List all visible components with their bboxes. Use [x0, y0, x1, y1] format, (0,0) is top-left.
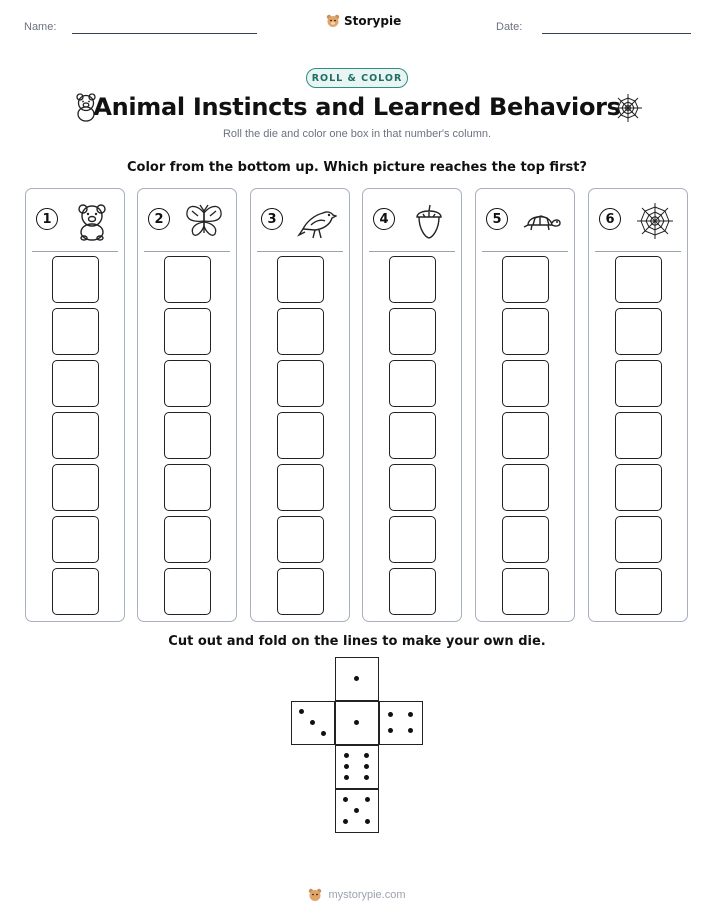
color-column-4 [362, 188, 462, 622]
color-box[interactable] [52, 360, 99, 407]
color-box[interactable] [52, 516, 99, 563]
color-box[interactable] [502, 412, 549, 459]
bear-logo-icon [308, 888, 322, 902]
color-box[interactable] [502, 308, 549, 355]
die-pip [364, 764, 369, 769]
color-box[interactable] [52, 308, 99, 355]
acorn-icon [409, 201, 449, 241]
color-box[interactable] [164, 256, 211, 303]
bear-icon [72, 201, 112, 241]
color-column-5 [475, 188, 575, 622]
die-pip [365, 797, 370, 802]
die-pip [354, 720, 359, 725]
name-line[interactable] [72, 33, 257, 34]
die-pip [388, 712, 393, 717]
column-header [251, 189, 349, 251]
color-box[interactable] [615, 464, 662, 511]
page-subtitle: Roll the die and color one box in that number's column. [222, 128, 492, 140]
color-box[interactable] [52, 256, 99, 303]
color-box[interactable] [277, 412, 324, 459]
die-pip [364, 775, 369, 780]
footer-url[interactable]: mystorypie.com [328, 889, 406, 901]
color-box[interactable] [389, 516, 436, 563]
die-face-3 [291, 701, 335, 745]
spiderweb-icon [635, 201, 675, 241]
color-box[interactable] [389, 568, 436, 615]
column-number: 3 [261, 208, 283, 230]
color-box[interactable] [164, 412, 211, 459]
date-label: Date: [496, 21, 523, 33]
color-box[interactable] [52, 568, 99, 615]
column-number: 5 [486, 208, 508, 230]
color-box[interactable] [277, 516, 324, 563]
brand-logo [326, 14, 401, 28]
color-box[interactable] [502, 464, 549, 511]
color-column-2 [137, 188, 237, 622]
column-divider [257, 251, 343, 252]
color-column-3 [250, 188, 350, 622]
column-number: 6 [599, 208, 621, 230]
color-box[interactable] [277, 308, 324, 355]
die-pip [344, 753, 349, 758]
color-box[interactable] [389, 256, 436, 303]
die-pip [408, 728, 413, 733]
color-box[interactable] [389, 308, 436, 355]
column-divider [144, 251, 230, 252]
column-divider [482, 251, 568, 252]
butterfly-icon [184, 201, 224, 241]
page-title: Animal Instincts and Learned Behaviors [93, 93, 621, 121]
color-box[interactable] [615, 256, 662, 303]
instruction-bottom: Cut out and fold on the lines to make your own die. [168, 634, 546, 649]
die-pip [310, 720, 315, 725]
column-number: 4 [373, 208, 395, 230]
color-box[interactable] [52, 464, 99, 511]
column-number: 2 [148, 208, 170, 230]
footer [0, 888, 714, 902]
column-divider [369, 251, 455, 252]
column-divider [595, 251, 681, 252]
die-pip [344, 775, 349, 780]
die-pip [299, 709, 304, 714]
color-box[interactable] [164, 360, 211, 407]
die-pip [388, 728, 393, 733]
instruction-top: Color from the bottom up. Which picture reaches the top first? [127, 160, 587, 175]
color-box[interactable] [615, 516, 662, 563]
color-box[interactable] [615, 308, 662, 355]
color-box[interactable] [277, 568, 324, 615]
die-face-4 [379, 701, 423, 745]
die-pip [354, 676, 359, 681]
die-face-1 [335, 701, 379, 745]
die-pip [321, 731, 326, 736]
color-box[interactable] [277, 256, 324, 303]
die-pip [343, 797, 348, 802]
die-pip [354, 808, 359, 813]
die-pip [365, 819, 370, 824]
column-header [476, 189, 574, 251]
column-divider [32, 251, 118, 252]
column-header [589, 189, 687, 251]
die-pip [344, 764, 349, 769]
date-line[interactable] [542, 33, 691, 34]
color-box[interactable] [164, 516, 211, 563]
die-face-1 [335, 657, 379, 701]
color-box[interactable] [277, 360, 324, 407]
brand-name: Storypie [344, 14, 402, 28]
bear-logo-icon [326, 14, 340, 28]
color-box[interactable] [389, 464, 436, 511]
color-column-6 [588, 188, 688, 622]
color-box[interactable] [277, 464, 324, 511]
activity-badge: ROLL & COLOR [306, 68, 408, 88]
color-box[interactable] [389, 412, 436, 459]
color-box[interactable] [615, 412, 662, 459]
die-pip [364, 753, 369, 758]
column-number: 1 [36, 208, 58, 230]
color-box[interactable] [502, 360, 549, 407]
color-box[interactable] [615, 568, 662, 615]
die-pip [408, 712, 413, 717]
column-header [363, 189, 461, 251]
color-box[interactable] [52, 412, 99, 459]
color-box[interactable] [502, 516, 549, 563]
die-face-6 [335, 745, 379, 789]
color-box[interactable] [389, 360, 436, 407]
color-box[interactable] [164, 568, 211, 615]
die-face-5 [335, 789, 379, 833]
name-label: Name: [24, 21, 57, 33]
column-header [138, 189, 236, 251]
die-pip [343, 819, 348, 824]
column-header [26, 189, 124, 251]
color-box[interactable] [164, 308, 211, 355]
spiderweb-icon [613, 93, 643, 123]
color-box[interactable] [615, 360, 662, 407]
bird-icon [297, 201, 337, 241]
color-column-1 [25, 188, 125, 622]
color-box[interactable] [164, 464, 211, 511]
color-box[interactable] [502, 256, 549, 303]
color-box[interactable] [502, 568, 549, 615]
turtle-icon [522, 201, 562, 241]
